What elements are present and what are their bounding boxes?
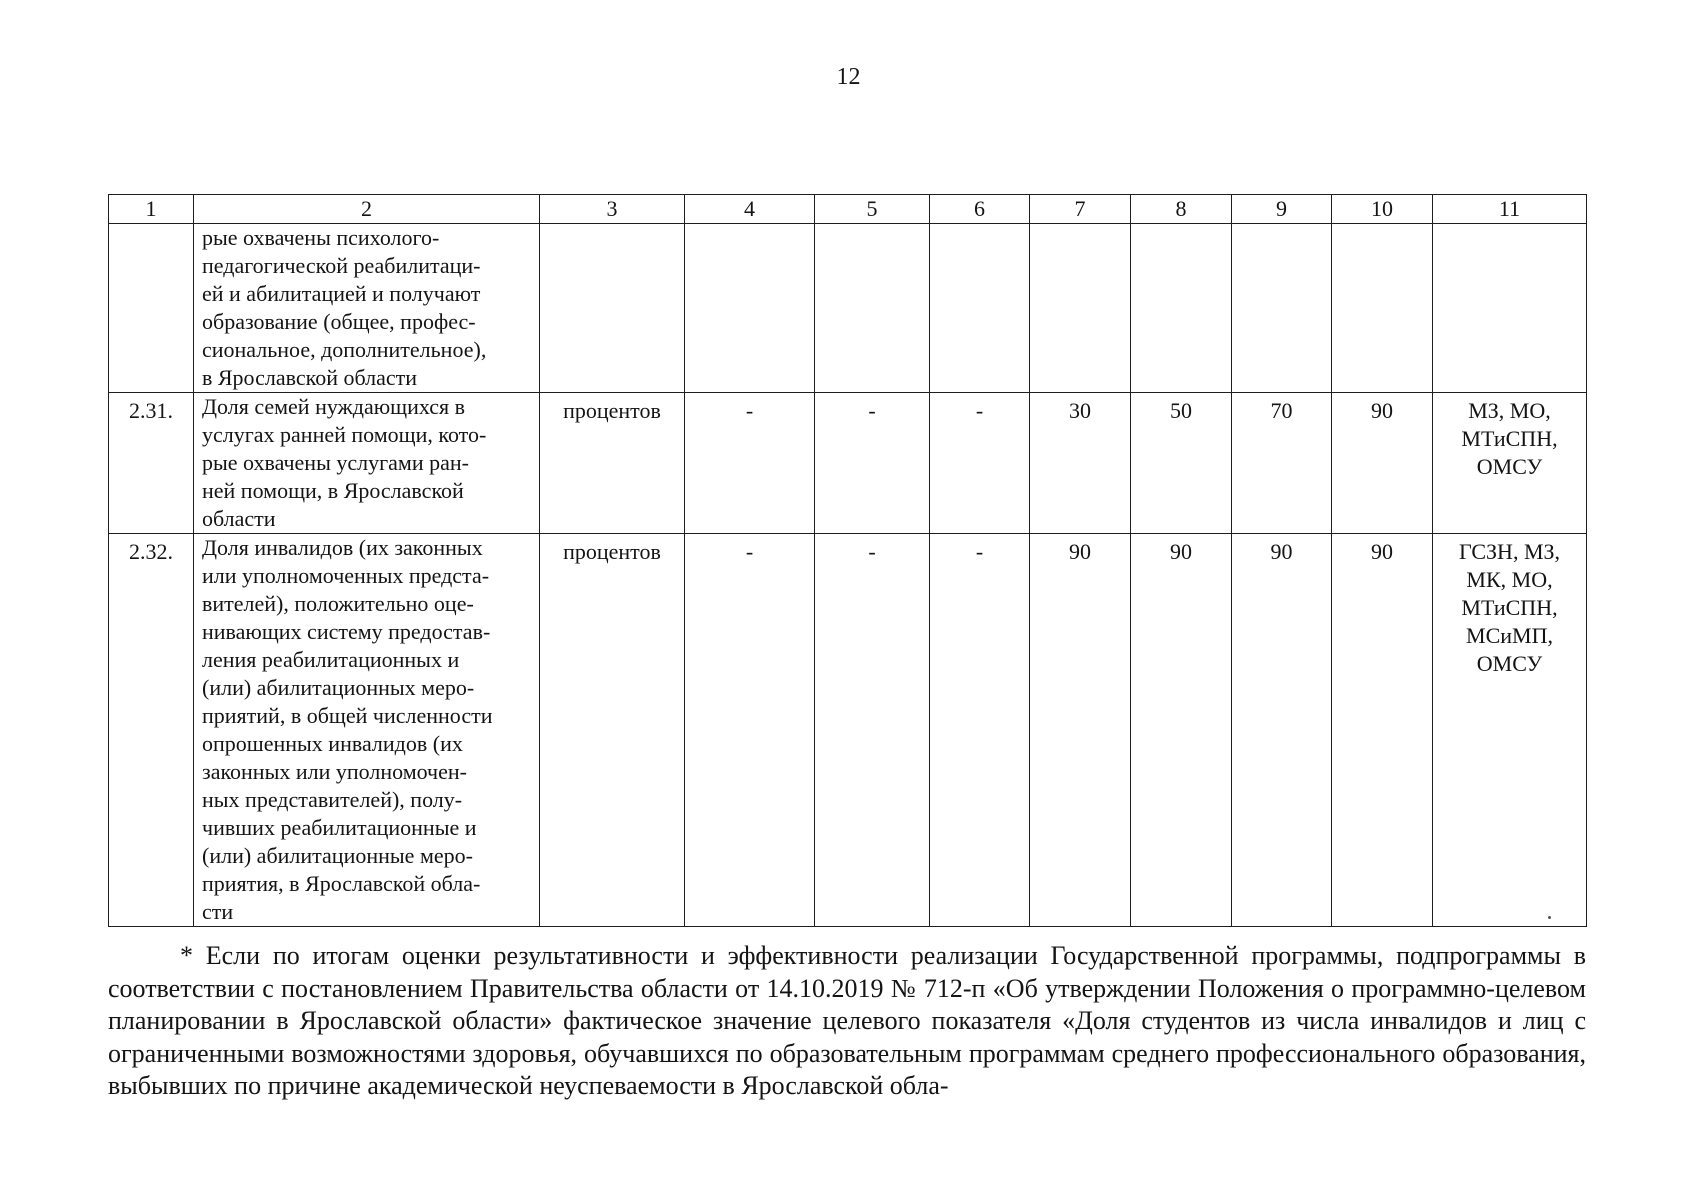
unit-cell: процентов: [540, 393, 685, 534]
footnote: * Если по итогам оценки результативности и эффективности реализации Государственной программы, подпрограммы в соответствии с постановлением Правительства области от 14.10.2019 № 712-п «Об утверждении Положения о программно-целевом планировании в Ярославской области» фактическое значение целевого показателя «Доля студентов из числа инвалидов и лиц с ограниченными возможностями здоровья, обучавшихся по образовательным программам среднего профессионального образования, выбывших по причине академической неуспеваемости в Ярославской обла-: [108, 941, 1586, 1100]
value-cell: [815, 224, 930, 393]
header-cell: 3: [540, 195, 685, 224]
header-cell: 10: [1332, 195, 1433, 224]
responsible-cell: МЗ, МО, МТиСПН, ОМСУ: [1433, 393, 1587, 534]
value-cell: -: [815, 534, 930, 927]
value-cell: [1232, 224, 1332, 393]
indicator-description: Доля инвалидов (их законных или уполномоченных предста- вителей), положительно оце- нивающих систему предостав- ления реабилитационных и (или) абилитационных меро- приятий, в общей численности опрошенных инвалидов (их законных или уполномочен- ных представителей), полу- чивших реабилитационные и (или) абилитационные меро- приятия, в Ярославской обла- сти: [194, 534, 540, 927]
row-number: [109, 224, 194, 393]
responsible-cell: [1433, 224, 1587, 393]
value-cell: -: [930, 534, 1030, 927]
value-cell: [930, 224, 1030, 393]
value-cell: 90: [1332, 534, 1433, 927]
header-cell: 9: [1232, 195, 1332, 224]
value-cell: 90: [1131, 534, 1232, 927]
value-cell: [1131, 224, 1232, 393]
indicator-description: рые охвачены психолого- педагогической реабилитаци- ей и абилитацией и получают образование (общее, профес- сиональное, дополнительное), в Ярославской области: [194, 224, 540, 393]
value-cell: 90: [1332, 393, 1433, 534]
table-row: [109, 393, 1587, 534]
indicators-table: [108, 194, 1587, 927]
value-cell: 50: [1131, 393, 1232, 534]
responsible-cell: ГСЗН, МЗ, МК, МО, МТиСПН, МСиМП, ОМСУ: [1433, 534, 1587, 927]
value-cell: [1030, 224, 1131, 393]
value-cell: 90: [1030, 534, 1131, 927]
table-row: [109, 534, 1587, 927]
value-cell: [685, 224, 815, 393]
page-number: 12: [836, 64, 861, 90]
header-cell: 1: [109, 195, 194, 224]
scan-speck: [1548, 916, 1551, 919]
indicator-description: Доля семей нуждающихся в услугах ранней помощи, кото- рые охвачены услугами ран- ней помощи, в Ярославской области: [194, 393, 540, 534]
value-cell: 70: [1232, 393, 1332, 534]
value-cell: 90: [1232, 534, 1332, 927]
row-number: 2.32.: [109, 534, 194, 927]
table-header-row: [109, 195, 1587, 224]
unit-cell: [540, 224, 685, 393]
value-cell: -: [930, 393, 1030, 534]
row-number: 2.31.: [109, 393, 194, 534]
header-cell: 5: [815, 195, 930, 224]
header-cell: 7: [1030, 195, 1131, 224]
value-cell: 30: [1030, 393, 1131, 534]
value-cell: -: [685, 393, 815, 534]
value-cell: -: [815, 393, 930, 534]
value-cell: -: [685, 534, 815, 927]
table-row: [109, 224, 1587, 393]
header-cell: 11: [1433, 195, 1587, 224]
header-cell: 4: [685, 195, 815, 224]
header-cell: 2: [194, 195, 540, 224]
header-cell: 8: [1131, 195, 1232, 224]
unit-cell: процентов: [540, 534, 685, 927]
header-cell: 6: [930, 195, 1030, 224]
value-cell: [1332, 224, 1433, 393]
